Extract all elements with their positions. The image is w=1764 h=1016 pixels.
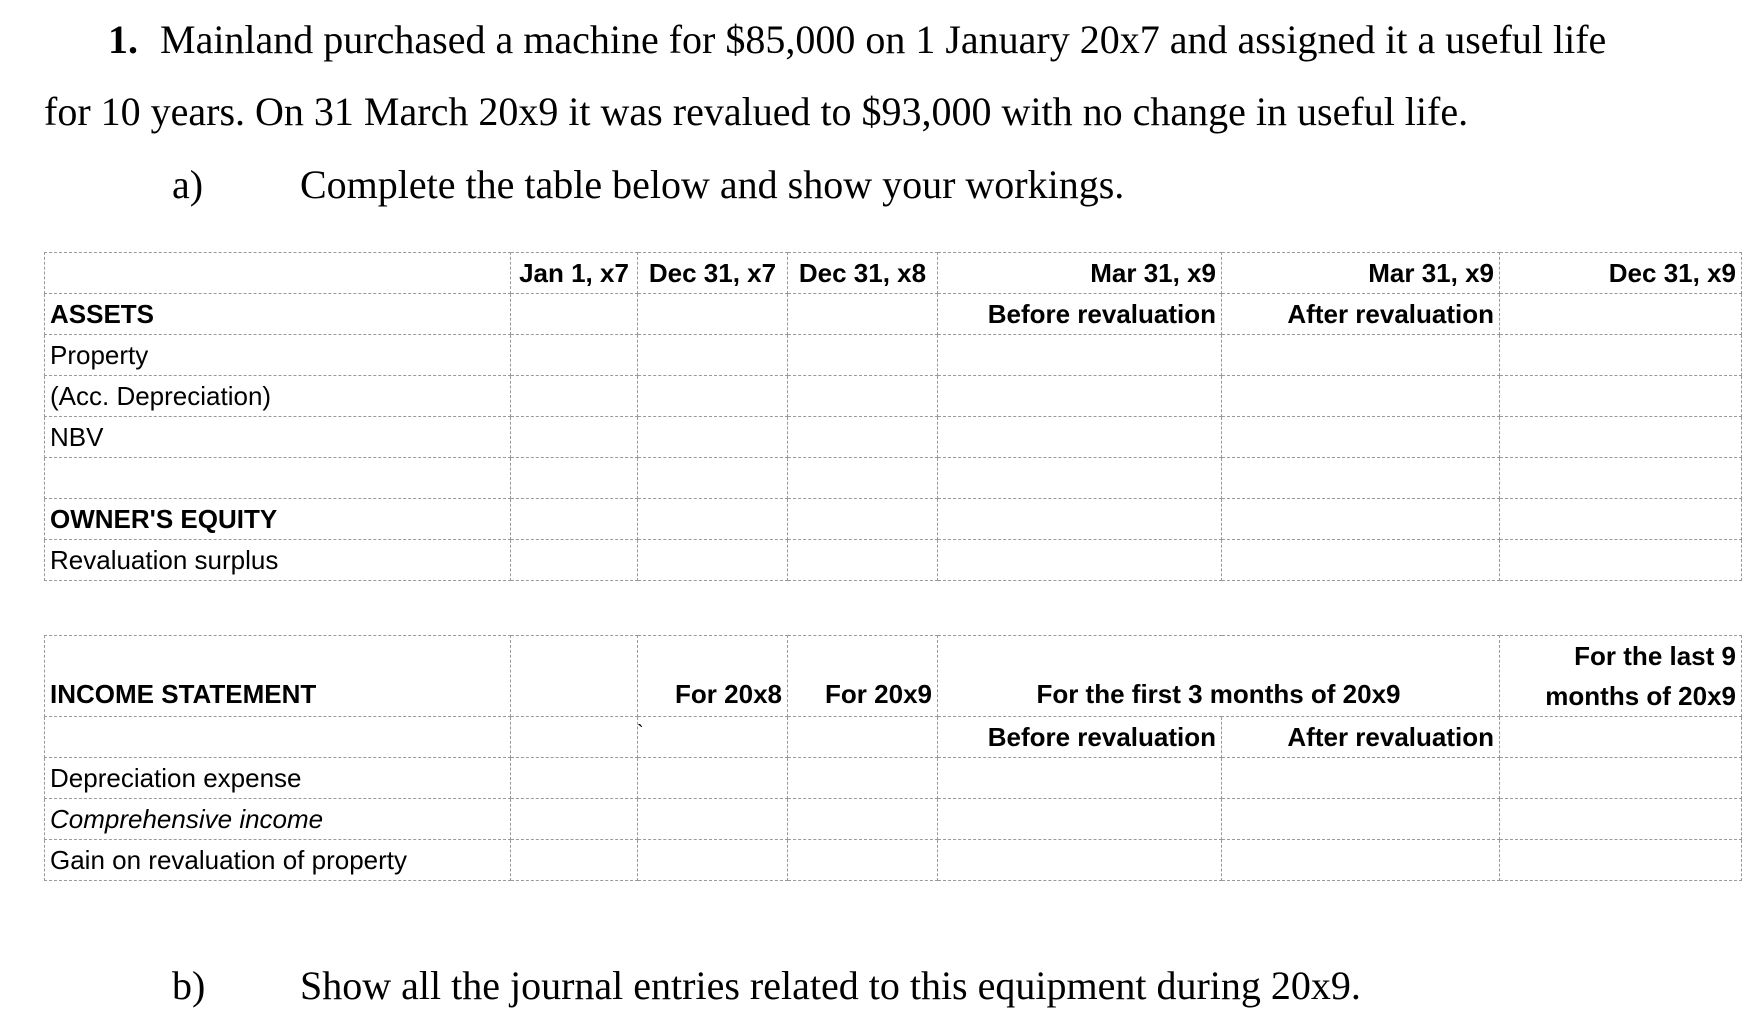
cell-ci-20x9[interactable]	[788, 799, 938, 840]
label-gain-on-revaluation: Gain on revaluation of property	[45, 840, 511, 881]
label-assets: ASSETS	[45, 294, 511, 335]
cell-accdep-mar31-after[interactable]	[1222, 376, 1500, 417]
cell-accdep-mar31-before[interactable]	[938, 376, 1222, 417]
cell-spacer-2[interactable]	[638, 458, 788, 499]
cell-depexp-last9[interactable]	[1500, 758, 1742, 799]
cell-ci-last9[interactable]	[1500, 799, 1742, 840]
label-property: Property	[45, 335, 511, 376]
cell-depexp-20x9[interactable]	[788, 758, 938, 799]
header-mar31-x9-after: Mar 31, x9	[1222, 253, 1500, 294]
header-last-9-months	[1500, 636, 1742, 717]
cell-rs-mar31-before[interactable]	[938, 540, 1222, 581]
row-assets	[45, 294, 1742, 335]
cell-accdep-dec31-x7[interactable]	[638, 376, 788, 417]
question-line-1: Mainland purchased a machine for $85,000 on 1 January 20x7 and assigned it a useful life	[160, 17, 1607, 62]
part-a-label: a)	[172, 162, 204, 207]
header-mar31-x9-before: Mar 31, x9	[938, 253, 1222, 294]
is-sub-cell-3[interactable]	[788, 717, 938, 758]
income-statement-table	[44, 635, 1742, 881]
is-header-row	[45, 636, 1742, 717]
row-spacer	[45, 458, 1742, 499]
row-property	[45, 335, 1742, 376]
label-income-statement: INCOME STATEMENT	[45, 636, 511, 717]
cell-property-dec31-x8[interactable]	[788, 335, 938, 376]
cell-spacer-4[interactable]	[938, 458, 1222, 499]
header-jan1-x7: Jan 1, x7	[511, 253, 638, 294]
is-sub-cell-6[interactable]	[1500, 717, 1742, 758]
is-sub-cell-1[interactable]	[511, 717, 638, 758]
cell-spacer-1[interactable]	[511, 458, 638, 499]
cell-accdep-dec31-x8[interactable]	[788, 376, 938, 417]
header-last-9-line1: For the last 9	[1574, 641, 1736, 671]
cell-ci-before[interactable]	[938, 799, 1222, 840]
label-revaluation-surplus: Revaluation surplus	[45, 540, 511, 581]
row-acc-depreciation	[45, 376, 1742, 417]
part-b-label: b)	[172, 963, 206, 1008]
cell-spacer-3[interactable]	[788, 458, 938, 499]
is-sub-cell-2[interactable]	[638, 717, 788, 758]
cell-nbv-mar31-before[interactable]	[938, 417, 1222, 458]
cell-oe-6[interactable]	[1500, 499, 1742, 540]
row-depreciation-expense	[45, 758, 1742, 799]
cell-nbv-dec31-x7[interactable]	[638, 417, 788, 458]
cell-nbv-dec31-x9[interactable]	[1500, 417, 1742, 458]
question-number: 1.	[108, 17, 138, 62]
cell-assets-jan1-x7[interactable]	[511, 294, 638, 335]
cell-oe-4[interactable]	[938, 499, 1222, 540]
cell-depexp-after[interactable]	[1222, 758, 1500, 799]
cell-gain-after[interactable]	[1222, 840, 1500, 881]
row-owners-equity	[45, 499, 1742, 540]
label-acc-depreciation: (Acc. Depreciation)	[45, 376, 511, 417]
is-subheader-blank	[45, 717, 511, 758]
question-line-2: for 10 years. On 31 March 20x9 it was revalued to $93,000 with no change in useful life.	[44, 89, 1469, 134]
stray-tick-mark: `	[637, 722, 644, 744]
label-comprehensive-income: Comprehensive income	[45, 799, 511, 840]
part-b-instruction: Show all the journal entries related to this equipment during 20x9.	[300, 963, 1361, 1008]
header-after-revaluation: After revaluation	[1222, 294, 1500, 335]
header-last-9-line2: months of 20x9	[1545, 681, 1736, 711]
header-for-20x9: For 20x9	[788, 636, 938, 717]
cell-nbv-dec31-x8[interactable]	[788, 417, 938, 458]
header-before-revaluation: Before revaluation	[938, 294, 1222, 335]
cell-rs-dec31-x8[interactable]	[788, 540, 938, 581]
label-spacer	[45, 458, 511, 499]
cell-depexp-20x8[interactable]	[638, 758, 788, 799]
cell-assets-dec31-x9[interactable]	[1500, 294, 1742, 335]
cell-rs-dec31-x9[interactable]	[1500, 540, 1742, 581]
cell-nbv-jan1-x7[interactable]	[511, 417, 638, 458]
is-header-before-revaluation: Before revaluation	[938, 717, 1222, 758]
question-title	[108, 17, 1607, 62]
cell-spacer-5[interactable]	[1222, 458, 1500, 499]
row-comprehensive-income	[45, 799, 1742, 840]
balance-sheet-table	[44, 252, 1742, 581]
cell-rs-dec31-x7[interactable]	[638, 540, 788, 581]
cell-ci-after[interactable]	[1222, 799, 1500, 840]
cell-depexp-before[interactable]	[938, 758, 1222, 799]
label-owners-equity: OWNER'S EQUITY	[45, 499, 511, 540]
header-dec31-x8: Dec 31, x8	[788, 253, 938, 294]
cell-property-jan1-x7[interactable]	[511, 335, 638, 376]
cell-gain-20x9[interactable]	[788, 840, 938, 881]
is-header-blank	[511, 636, 638, 717]
row-gain-on-revaluation	[45, 840, 1742, 881]
header-blank	[45, 253, 511, 294]
row-revaluation-surplus	[45, 540, 1742, 581]
label-depreciation-expense: Depreciation expense	[45, 758, 511, 799]
header-dec31-x7: Dec 31, x7	[638, 253, 788, 294]
part-a-instruction: Complete the table below and show your workings.	[300, 162, 1125, 207]
header-row-dates	[45, 253, 1742, 294]
cell-gain-before[interactable]	[938, 840, 1222, 881]
cell-rs-mar31-after[interactable]	[1222, 540, 1500, 581]
is-header-after-revaluation: After revaluation	[1222, 717, 1500, 758]
cell-property-dec31-x7[interactable]	[638, 335, 788, 376]
cell-oe-3[interactable]	[788, 499, 938, 540]
cell-assets-dec31-x8[interactable]	[788, 294, 938, 335]
cell-accdep-dec31-x9[interactable]	[1500, 376, 1742, 417]
cell-gain-1[interactable]	[511, 840, 638, 881]
cell-gain-20x8[interactable]	[638, 840, 788, 881]
header-first-3-months: For the first 3 months of 20x9	[938, 636, 1500, 717]
cell-nbv-mar31-after[interactable]	[1222, 417, 1500, 458]
header-for-20x8: For 20x8	[638, 636, 788, 717]
cell-property-mar31-before[interactable]	[938, 335, 1222, 376]
cell-gain-last9[interactable]	[1500, 840, 1742, 881]
cell-ci-20x8[interactable]	[638, 799, 788, 840]
cell-accdep-jan1-x7[interactable]	[511, 376, 638, 417]
cell-depexp-1[interactable]	[511, 758, 638, 799]
cell-assets-dec31-x7[interactable]	[638, 294, 788, 335]
is-subheader-row	[45, 717, 1742, 758]
cell-spacer-6[interactable]	[1500, 458, 1742, 499]
cell-oe-1[interactable]	[511, 499, 638, 540]
header-dec31-x9: Dec 31, x9	[1500, 253, 1742, 294]
cell-property-mar31-after[interactable]	[1222, 335, 1500, 376]
cell-oe-2[interactable]	[638, 499, 788, 540]
row-nbv	[45, 417, 1742, 458]
cell-ci-1[interactable]	[511, 799, 638, 840]
label-nbv: NBV	[45, 417, 511, 458]
cell-oe-5[interactable]	[1222, 499, 1500, 540]
cell-property-dec31-x9[interactable]	[1500, 335, 1742, 376]
cell-rs-jan1-x7[interactable]	[511, 540, 638, 581]
